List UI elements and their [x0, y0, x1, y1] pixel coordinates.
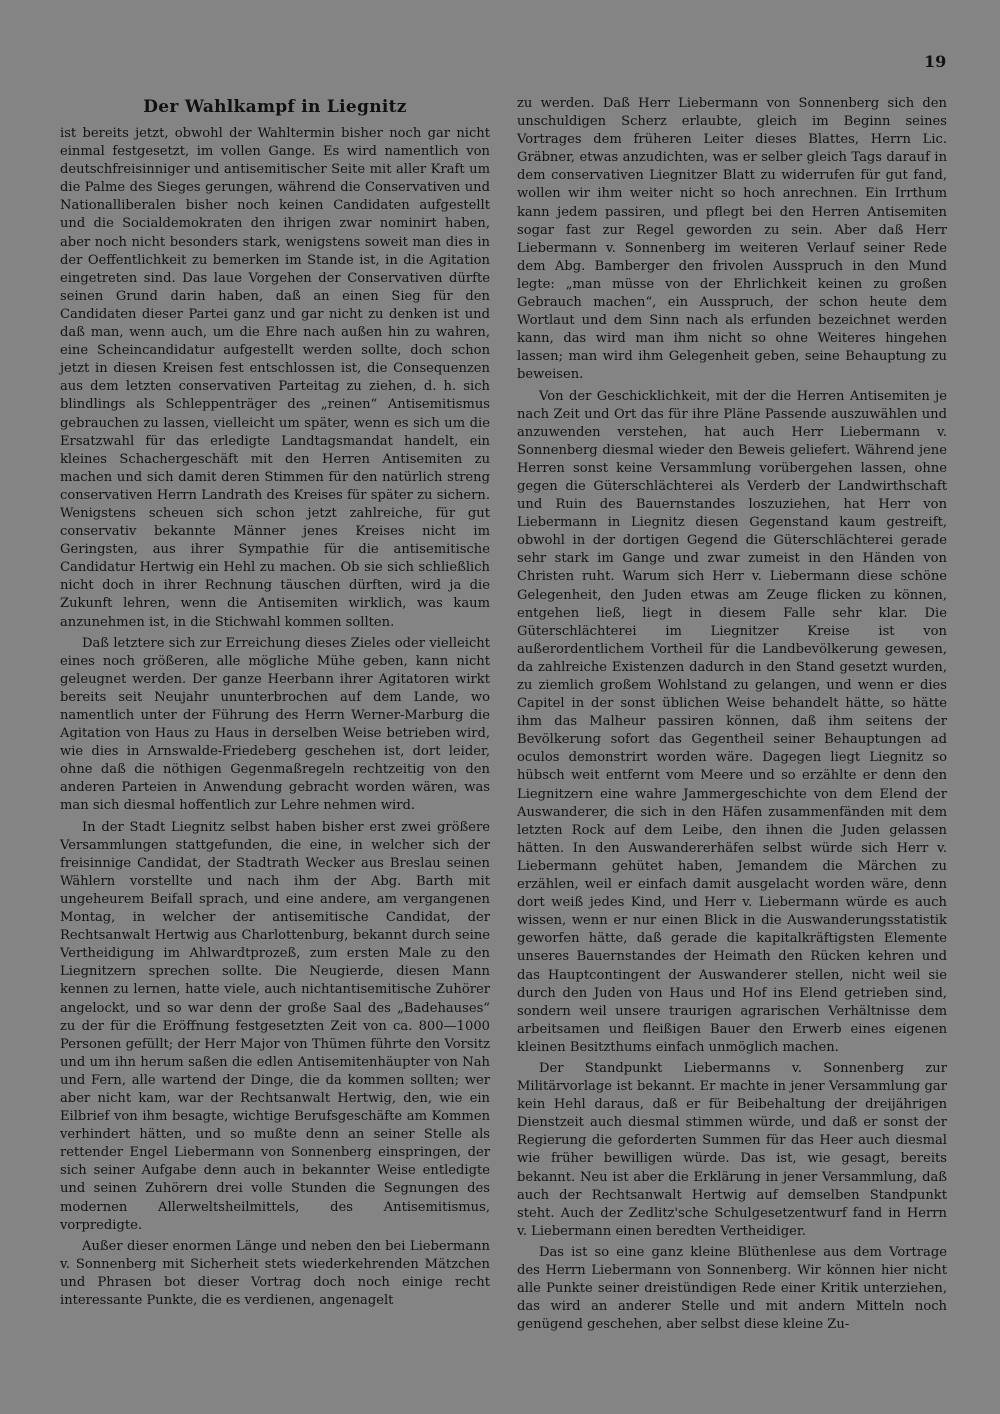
paragraph: ist bereits jetzt, obwohl der Wahltermin bisher noch gar nicht einmal festgesetzt, im vollen Gange. Es wird namentlich von deutschfreisinniger und antisemitischer Seite mit aller Kraft um die Palme des Sieges gerungen, während die Conservativen und Nationalliberalen bisher noch keinen Candidaten aufgestellt und die Socialdemokraten den ihrigen zwar nominirt haben, aber noch nicht besonders stark, wenigstens soweit man dies in der Oeffentlichkeit zu bemerken im Stande ist, in die Agitation eingetreten sind. Das laue Vorgehen der Conservativen dürfte seinen Grund darin haben, daß an einen Sieg für den Candidaten dieser Partei ganz und gar nicht zu denken ist und daß man, wenn auch, um die Ehre nach außen hin zu wahren, eine Scheincandidatur aufgestellt werden sollte, doch schon jetzt in diesen Kreisen fest entschlossen ist, die Consequenzen aus dem letzten conservativen Parteitag zu ziehen, d. h. sich blindlings als Schleppenträger des „reinen“ Antisemitismus gebrauchen zu lassen, vielleicht um später, wenn es sich um die Ersatzwahl für das erledigte Landtagsmandat handelt, ein kleines Schachergeschäft mit den Herren Antisemiten zu machen und sich damit deren Stimmen für den natürlich streng conservativen Herrn Landrath des Kreises für später zu sichern. Wenigstens scheuen sich schon jetzt zahlreiche, für gut conservativ bekannte Männer jenes Kreises nicht im Geringsten, aus ihrer Sympathie für die antisemitische Candidatur Hertwig ein Hehl zu machen. Ob sie sich schließlich nicht doch in ihrer Rechnung täuschen dürften, wird ja die Zukunft lehren, wenn die Antisemiten wirklich, was kaum anzunehmen ist, in die Stichwahl kommen sollten.: [60, 126, 490, 630]
page-number: 19: [924, 52, 947, 71]
paragraph: Daß letztere sich zur Erreichung dieses Zieles oder vielleicht eines noch größeren, alle mögliche Mühe geben, kann nicht geleugnet werden. Der ganze Heerbann ihrer Agitatoren wirkt bereits seit Neujahr ununterbrochen auf dem Lande, wo namentlich unter der Führung des Herrn Werner-Marburg die Agitation von Haus zu Haus in derselben Weise betrieben wird, wie dies in Arnswalde-Friedeberg geschehen ist, dort leider, ohne daß die nöthigen Gegenmaßregeln rechtzeitig von den anderen Parteien in Anwendung gebracht worden wären, was man sich diesmal hoffentlich zur Lehre nehmen wird.: [60, 635, 490, 814]
paragraph: Von der Geschicklichkeit, mit der die Herren Antisemiten je nach Zeit und Ort das für ihre Pläne Passende auszuwählen und anzuwenden verstehen, hat auch Herr Liebermann v. Sonnenberg diesmal wieder den Beweis geliefert. Während jene Herren sonst keine Versammlung vorübergehen lassen, ohne gegen die Güterschlächterei als Verderb der Landwirthschaft und Ruin des Bauernstandes loszuziehen, hat Herr von Liebermann in Liegnitz diesen Gegenstand kaum gestreift, obwohl in der dortigen Gegend die Güterschlächterei gerade sehr stark im Gange und zwar zumeist in den Händen von Christen ruht. Warum sich Herr v. Liebermann diese schöne Gelegenheit, den Juden etwas am Zeuge flicken zu können, entgehen ließ, liegt in diesem Falle sehr klar. Die Güterschlächterei im Liegnitzer Kreise ist von außerordentlichem Vortheil für die Landbevölkerung gewesen, da zahlreiche Existenzen dadurch in den Stand gesetzt wurden, zu ziemlich großem Wohlstand zu gelangen, und wenn er dies Capitel in der sonst üblichen Weise behandelt hätte, so hätte ihm das Malheur passiren können, daß ihm seitens der Bevölkerung sofort das Gegentheil seiner Behauptungen ad oculos demonstrirt worden wäre. Dagegen liegt Liegnitz so hübsch weit entfernt vom Meere und so erzählte er denn den Liegnitzern eine wahre Jammergeschichte von dem Elend der Auswanderer, die sich in den Häfen zusammenfänden mit dem letzten Rock auf dem Leibe, den ihnen die Juden gelassen hätten. In den Auswandererhäfen selbst würde sich Herr v. Liebermann gehütet haben, Jemandem die Märchen zu erzählen, weil er einfach damit ausgelacht worden wäre, denn dort weiß jedes Kind, und Herr v. Liebermann würde es auch wissen, wenn er nur einen Blick in die Auswanderungsstatistik geworfen hätte, daß gerade die kapitalkräftigsten Elemente unseres Bauernstandes der Heimath den Rücken kehren und das Hauptcontingent der Auswanderer stellen, nicht weil sie durch den Juden von Haus und Hof ins Elend getrieben sind, sondern weil unsere traurigen agrarischen Verhältnisse dem arbeitsamen und fleißigen Bauer den Erwerb eines eigenen kleinen Besitzthums einfach unmöglich machen.: [517, 388, 947, 1055]
paragraph: Außer dieser enormen Länge und neben den bei Liebermann v. Sonnenberg mit Sicherheit stets wiederkehrenden Mätzchen und Phrasen bot dieser Vortrag doch noch einige recht interessante Punkte, die es verdienen, angenagelt: [60, 1238, 490, 1308]
left-column: [60, 95, 490, 1310]
paragraph: In der Stadt Liegnitz selbst haben bisher erst zwei größere Versammlungen stattgefunden, die eine, in welcher sich der freisinnige Candidat, der Stadtrath Wecker aus Breslau seinen Wählern vorstellte und nach ihm der Abg. Barth mit ungeheurem Beifall sprach, und eine andere, am vergangenen Montag, in welcher der antisemitische Candidat, der Rechtsanwalt Hertwig aus Charlottenburg, bekannt durch seine Vertheidigung im Ahlwardtprozeß, zum ersten Male zu den Liegnitzern sprechen sollte. Die Neugierde, diesen Mann kennen zu lernen, hatte viele, auch nichtantisemitische Zuhörer angelockt, und so war denn der große Saal des „Badehauses“ zu der für die Eröffnung festgesetzten Zeit von ca. 800—1000 Personen gefüllt; der Herr Major von Thümen führte den Vorsitz und um ihn herum saßen die edlen Antisemitenhäupter von Nah und Fern, alle wartend der Dinge, die da kommen sollten; wer aber nicht kam, war der Rechtsanwalt Hertwig, den, wie ein Eilbrief von ihm besagte, wichtige Berufsgeschäfte am Kommen verhindert hätten, und so mußte denn an seiner Stelle als rettender Engel Liebermann von Sonnenberg einspringen, der sich seiner Aufgabe denn auch in bekannter Weise entledigte und seinen Zuhörern drei volle Stunden die Segnungen des modernen Allerweltsheilmittels, des Antisemitismus, vorpredigte.: [60, 819, 490, 1233]
article-title: Der Wahlkampf in Liegnitz: [143, 97, 407, 117]
paragraph: Der Standpunkt Liebermanns v. Sonnenberg zur Militärvorlage ist bekannt. Er machte in jener Versammlung gar kein Hehl daraus, daß er für Beibehaltung der dreijährigen Dienstzeit auch diesmal stimmen würde, und daß er sonst der Regierung die geforderten Summen für das Heer auch diesmal wie früher bewilligen würde. Das ist, wie gesagt, bereits bekannt. Neu ist aber die Erklärung in jener Versammlung, daß auch der Rechtsanwalt Hertwig auf demselben Standpunkt steht. Auch der Zedlitz'sche Schulgesetzentwurf fand in Herrn v. Liebermann einen beredten Vertheidiger.: [517, 1060, 947, 1239]
paragraph: Das ist so eine ganz kleine Blüthenlese aus dem Vortrage des Herrn Liebermann von Sonnenberg. Wir können hier nicht alle Punkte seiner dreistündigen Rede einer Kritik unterziehen, das wird an anderer Stelle und mit andern Mitteln noch genügend geschehen, aber selbst diese kleine Zu-: [517, 1244, 947, 1333]
right-column: [517, 95, 947, 1334]
paragraph: zu werden. Daß Herr Liebermann von Sonnenberg sich den unschuldigen Scherz erlaubte, gleich im Beginn seines Vortrages dem früheren Leiter dieses Blattes, Herrn Lic. Gräbner, etwas anzudichten, was er selber gleich Tags darauf in dem conservativen Liegnitzer Blatt zu widerrufen für gut fand, wollen wir ihm weiter nicht so hoch anrechnen. Ein Irrthum kann jedem passiren, und pflegt bei den Herren Antisemiten sogar fast zur Regel geworden zu sein. Aber daß Herr Liebermann v. Sonnenberg im weiteren Verlauf seiner Rede dem Abg. Bamberger den frivolen Ausspruch in den Mund legte: „man müsse von der Ehrlichkeit keinen zu großen Gebrauch machen“, ein Ausspruch, der schon heute dem Wortlaut und dem Sinn nach als erfunden bezeichnet werden kann, das wird man ihm nicht so ohne Weiteres hingehen lassen; man wird ihm Gelegenheit geben, seine Behauptung zu beweisen.: [517, 96, 947, 383]
